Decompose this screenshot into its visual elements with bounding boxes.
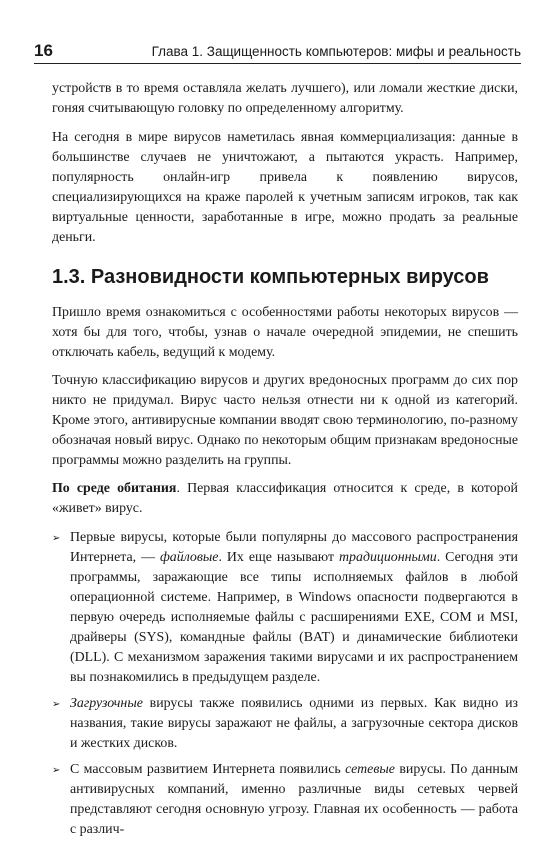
emphasis: файловые (159, 550, 219, 565)
chapter-title: Глава 1. Защищенность компьютеров: мифы и реальность (151, 44, 521, 59)
section-heading: 1.3. Разновидности компьютерных вирусов (52, 266, 489, 288)
paragraph: устройств в то время оставляла желать лучшего), или ломали жесткие диски, гоняя считывающую головку по определенному алгоритму. (52, 81, 518, 116)
page-number: 16 (34, 41, 53, 60)
page-body (52, 79, 518, 846)
text-run: вирусы также появились одними из первых. Как видно из названия, такие вирусы заражают не файлы, а загрузочные сектора дисков и жестких дисков. (70, 696, 518, 751)
paragraph: На сегодня в мире вирусов наметилась явная коммерциализация: данные в большинстве случаев не уничтожают, а пытаются украсть. Например, популярность онлайн-игр привела к появлению вирусов, специализирующихся на краже паролей к учетным записям игроков, так как виртуальные ценности, заработанные в игре, можно продать за реальные деньги. (52, 130, 518, 245)
paragraph: Пришло время ознакомиться с особенностями работы некоторых вирусов — хотя бы для того, чтобы, узнав о начале очередной эпидемии, не спешить отключать кабель, ведущий к модему. (52, 305, 518, 360)
text-run: С массовым развитием Интернета появились (70, 762, 346, 777)
text-run: вирусы. По данным антивирусных компаний, именно различные виды сетевых червей представляют сегодня основную угрозу. Главная их особенность — работа с различ- (70, 762, 518, 837)
text-run: Первые вирусы, которые были популярны до массового распространения Интернета, — (70, 530, 518, 565)
list-item-text (70, 694, 518, 754)
header-rule (34, 63, 521, 64)
paragraph-text: . Первая классификация относится к среде, в которой «живет» вирус. (52, 481, 518, 516)
running-header (34, 40, 521, 62)
arrow-bullet-icon: ➢ (52, 765, 61, 776)
list-item (52, 760, 518, 840)
bullet-list (52, 528, 518, 840)
list-item (52, 528, 518, 688)
paragraph: Точную классификацию вирусов и других вредоносных программ до сих пор никто не придумал. Вирус часто нельзя отнести ни к одной из категорий. Кроме этого, антивирусные компании вводят свою терминологию, по-разному обозначая новый вирус. Однако по некоторым общим признакам вредоносные программы можно разделить на группы. (52, 373, 518, 468)
emphasis: сетевые (345, 762, 395, 777)
text-run: . Сегодня эти программы, заражающие все типы исполняемых файлов в любой операционной системе. Например, в Windows опасности подвергаются в первую очередь исполняемые файлы с расширениями EXE, COM и MSI, драйверы (SYS), командные файлы (BAT) и динамические библиотеки (DLL). С механизмом заражения такими вирусами и их распространением вы познакомились в предыдущем разделе. (70, 550, 518, 685)
emphasis: Загрузочные (70, 696, 143, 711)
emphasis: традиционными (339, 550, 437, 565)
list-item (52, 694, 518, 754)
list-item-text (70, 528, 518, 688)
arrow-bullet-icon: ➢ (52, 699, 61, 710)
paragraph-lead: По среде обитания (52, 481, 177, 496)
arrow-bullet-icon: ➢ (52, 533, 61, 544)
paragraph (52, 479, 518, 519)
list-item-text (70, 760, 518, 840)
text-run: . Их еще называют (218, 550, 340, 565)
